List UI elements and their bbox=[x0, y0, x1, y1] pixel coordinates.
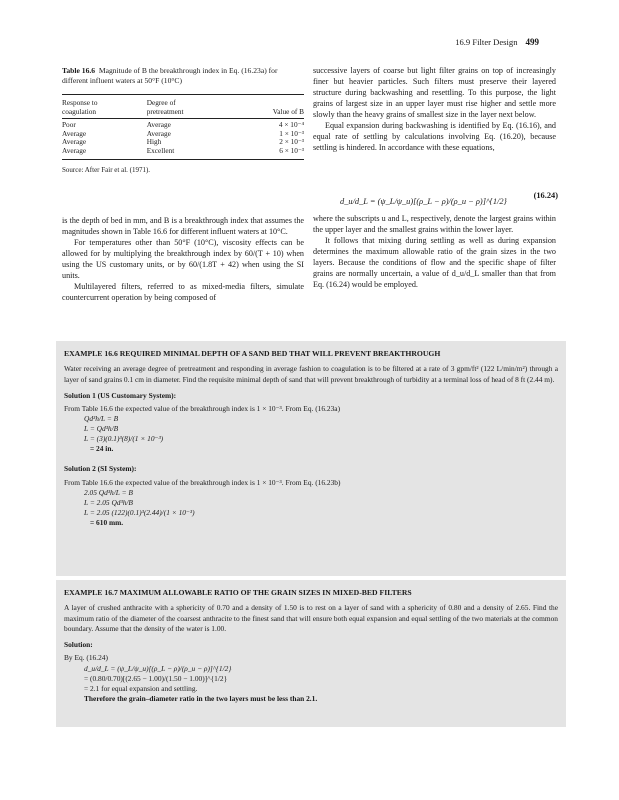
solution-lines bbox=[64, 664, 558, 694]
table-block bbox=[62, 66, 304, 174]
table-caption bbox=[62, 66, 304, 86]
left-column bbox=[62, 215, 304, 303]
running-header bbox=[455, 37, 539, 47]
breakthrough-table bbox=[62, 94, 304, 160]
table-header-cell: Degree of pretreatment bbox=[147, 95, 244, 119]
table-header-cell: Value of B bbox=[243, 95, 304, 119]
equation-line: L = 2.05 Qd³h/B bbox=[84, 498, 133, 508]
equation-text: d_u/d_L = (ψ_L/ψ_u)[(ρ_L − ρ)/(ρ_u − ρ)]^{1/2} bbox=[340, 197, 507, 206]
right-column-top bbox=[313, 65, 556, 153]
solution-result: = 24 in. bbox=[90, 444, 114, 454]
table-row: Average High 2 × 10⁻³ bbox=[62, 137, 304, 147]
table-source: Source: After Fair et al. (1971). bbox=[62, 165, 151, 174]
table-header-row bbox=[62, 95, 304, 119]
equation-line: = 2.1 for equal expansion and settling. bbox=[84, 683, 198, 693]
body-paragraph: Multilayered filters, referred to as mixed-media filters, simulate countercurrent operation by being composed of bbox=[62, 282, 304, 302]
body-paragraph: For temperatures other than 50°F (10°C), viscosity effects can be allowed for by multiplying the breakthrough index by 60/(T + 10) when using the US customary units, or by 60/(1.8T + 42) when using the SI units. bbox=[62, 238, 304, 280]
solution-intro: By Eq. (16.24) bbox=[64, 653, 108, 663]
example-title: EXAMPLE 16.6 REQUIRED MINIMAL DEPTH OF A SAND BED THAT WILL PREVENT BREAKTHROUGH bbox=[64, 349, 441, 358]
equation-line: L = Qd³h/B bbox=[84, 424, 119, 434]
example-statement: Water receiving an average degree of pretreatment and responding in average fashion to coagulation is to be filtered at a rate of 3 gpm/ft² (122 L/min/m²) through a layer of sand grains 0.1 cm in diameter. Find the requisite minimal depth of sand that will prevent breakthrough of turbidity at a terminal loss of head of 8 ft (2.44 m). bbox=[64, 364, 558, 384]
table-row: Average Average 1 × 10⁻³ bbox=[62, 128, 304, 138]
section-title: 16.9 Filter Design bbox=[455, 37, 518, 47]
equation-16-24 bbox=[340, 191, 558, 209]
equation-line: d_u/d_L = (ψ_L/ψ_u)[(ρ_L − ρ)/(ρ_u − ρ)]^{1/2} bbox=[84, 663, 232, 673]
body-paragraph: where the subscripts u and L, respectively, denote the largest grains within the upper layer and the smallest grains within the lower layer. bbox=[313, 214, 556, 234]
solution-intro: From Table 16.6 the expected value of the breakthrough index is 1 × 10⁻³. From Eq. (16.23a) bbox=[64, 404, 341, 414]
body-paragraph: is the depth of bed in mm, and B is a breakthrough index that assumes the magnitudes shown in Table 16.6 for different influent waters at 10°C. bbox=[62, 216, 304, 236]
example-16-6-box bbox=[56, 341, 566, 576]
example-conclusion: Therefore the grain–diameter ratio in the two layers must be less than 2.1. bbox=[84, 693, 318, 703]
table-row: Poor Average 4 × 10⁻⁴ bbox=[62, 120, 304, 130]
table-header-cell: Response to coagulation bbox=[62, 95, 147, 119]
equation-line: Qd³h/L = B bbox=[84, 414, 119, 424]
solution-intro: From Table 16.6 the expected value of the breakthrough index is 1 × 10⁻³. From Eq. (16.23b) bbox=[64, 477, 341, 487]
solution-heading: Solution 2 (SI System): bbox=[64, 464, 137, 474]
equation-line: 2.05 Qd³h/L = B bbox=[84, 488, 133, 498]
equation-number: (16.24) bbox=[533, 191, 558, 200]
solution-heading: Solution: bbox=[64, 640, 93, 650]
body-paragraph: successive layers of coarse but light filter grains on top of increasingly finer but heavier particles. Such filters must preserve their layered structure during backwashing and resettling. To this purpose, the light grains of largest size in an upper layer must rise higher and settle more slowly than the heavy grains of smallest size in the layer next below. bbox=[313, 66, 556, 119]
table-caption-label: Table 16.6 bbox=[62, 66, 96, 75]
table-row: Average Excellent 6 × 10⁻³ bbox=[62, 147, 304, 159]
body-paragraph: Equal expansion during backwashing is identified by Eq. (16.16), and equal rate of settling by calculations involving Eq. (16.20), because settling is hindered. In accordance with these equations, bbox=[313, 121, 556, 152]
equation-line: L = (3)(0.1)³(8)/(1 × 10⁻³) bbox=[84, 434, 164, 444]
example-statement: A layer of crushed anthracite with a sphericity of 0.70 and a density of 1.50 is to rest on a layer of sand with a sphericity of 0.80 and a density of 2.65. Find the maximum ratio of the diameter of the coarsest anthracite to the finest sand that will ensure both equal expansion and equal settling of the two materials at the common boundary. Assume that the density of the water is 1.00. bbox=[64, 603, 558, 633]
solution-heading: Solution 1 (US Customary System): bbox=[64, 390, 177, 400]
solution-lines bbox=[64, 488, 558, 528]
example-16-7-box bbox=[56, 580, 566, 727]
example-title: EXAMPLE 16.7 MAXIMUM ALLOWABLE RATIO OF THE GRAIN SIZES IN MIXED-BED FILTERS bbox=[64, 588, 412, 597]
right-column-bottom bbox=[313, 213, 556, 290]
page-number: 499 bbox=[525, 37, 539, 47]
table-caption-text: Magnitude of B the breakthrough index in Eq. (16.23a) for different influent waters at 50°F (10°C) bbox=[62, 66, 278, 85]
solution-lines bbox=[64, 414, 558, 454]
solution-result: = 610 mm. bbox=[90, 518, 124, 528]
body-paragraph: It follows that mixing during settling as well as during expansion determines the maximum allowable ratio of the grain sizes in the two layers. Because the conditions of flow and the specific shape of filter grains are normally uncertain, a value of d_u/d_L smaller than that from Eq. (16.24) would be employed. bbox=[313, 236, 556, 289]
equation-line: = (0.80/0.70)[(2.65 − 1.00)/(1.50 − 1.00)]^{1/2} bbox=[84, 673, 228, 683]
equation-line: L = 2.05 (122)(0.1)³(2.44)/(1 × 10⁻³) bbox=[84, 508, 195, 518]
